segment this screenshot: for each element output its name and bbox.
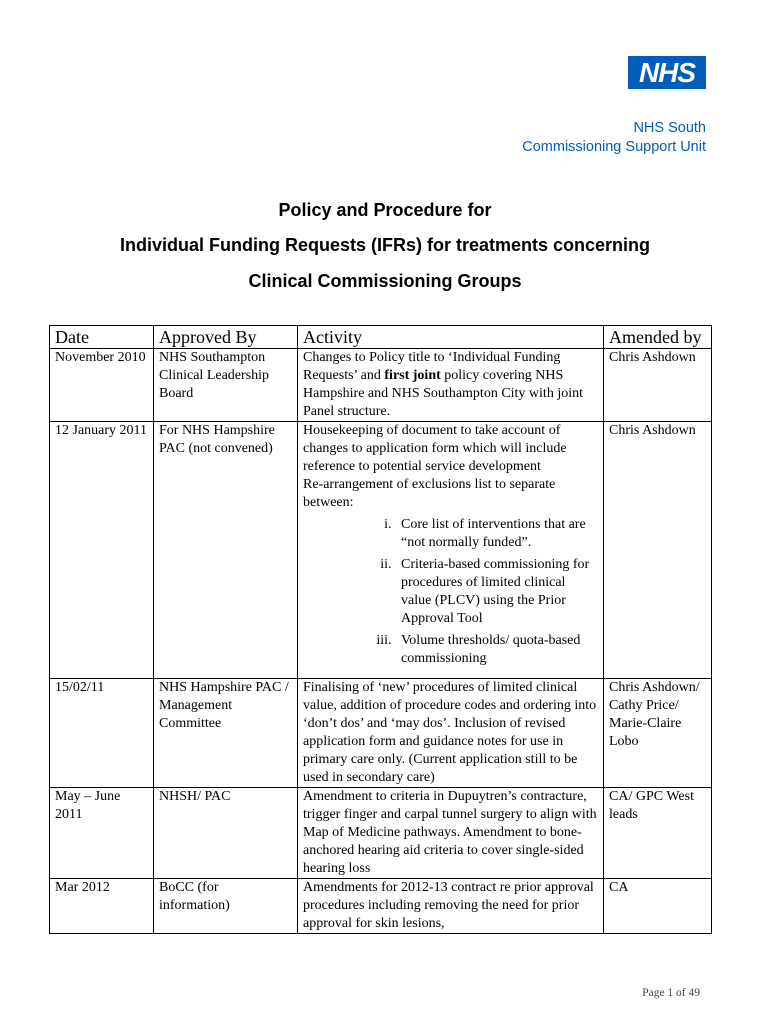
header-approved-by: Approved By <box>154 326 298 349</box>
cell-activity: Amendments for 2012-13 contract re prior approval procedures including removing the need for prior approval for skin lesions, <box>298 879 604 934</box>
cell-date: 15/02/11 <box>50 679 154 788</box>
table-row <box>50 679 712 788</box>
activity-text: Re-arrangement of exclusions list to separate between: <box>303 477 556 510</box>
cell-amended-by: CA/ GPC West leads <box>604 788 712 879</box>
activity-text: Housekeeping of document to take account of changes to application form which will include reference to potential service development <box>303 423 567 474</box>
cell-amended-by: Chris Ashdown <box>604 422 712 679</box>
nhs-logo: NHS <box>628 56 706 89</box>
table-header-row <box>50 326 712 349</box>
cell-activity: Amendment to criteria in Dupuytren’s contracture, trigger finger and carpal tunnel surgery to align with Map of Medicine pathways. Amendment to bone-anchored hearing aid criteria to cover single-sided hearing loss <box>298 788 604 879</box>
cell-date: May – June 2011 <box>50 788 154 879</box>
document-title-line-3: Clinical Commissioning Groups <box>248 271 522 291</box>
cell-amended-by: CA <box>604 879 712 934</box>
document-title-line-1: Policy and Procedure for <box>278 200 492 220</box>
exclusions-list <box>303 516 598 668</box>
cell-activity: Finalising of ‘new’ procedures of limited clinical value, addition of procedure codes and ordering into ‘don’t dos’ and ‘may dos’. Inclusion of revised application form and guidance notes for use in primary care only. (Current application still to be used in secondary care) <box>298 679 604 788</box>
activity-text: Changes to Policy title to ‘Individual Funding Requests’ and <box>303 350 561 383</box>
cell-amended-by: Chris Ashdown <box>604 349 712 422</box>
header-activity: Activity <box>298 326 604 349</box>
cell-approved-by: For NHS Hampshire PAC (not convened) <box>154 422 298 679</box>
org-line-2: Commissioning Support Unit <box>522 139 706 155</box>
table-row <box>50 788 712 879</box>
org-line-1: NHS South <box>633 120 706 136</box>
cell-date: November 2010 <box>50 349 154 422</box>
cell-approved-by: BoCC (for information) <box>154 879 298 934</box>
cell-approved-by: NHS Southampton Clinical Leadership Board <box>154 349 298 422</box>
list-item: i. Core list of interventions that are “not normally funded”. <box>395 516 598 552</box>
cell-date: Mar 2012 <box>50 879 154 934</box>
list-item: iii. Volume thresholds/ quota-based commissioning <box>395 632 598 668</box>
table-row <box>50 879 712 934</box>
page-number: Page 1 of 49 <box>642 987 700 999</box>
table-row <box>50 422 712 679</box>
cell-approved-by: NHSH/ PAC <box>154 788 298 879</box>
header-date: Date <box>50 326 154 349</box>
table-row <box>50 349 712 422</box>
cell-date: 12 January 2011 <box>50 422 154 679</box>
cell-activity <box>298 422 604 679</box>
cell-amended-by: Chris Ashdown/ Cathy Price/ Marie-Claire Lobo <box>604 679 712 788</box>
header-amended-by: Amended by <box>604 326 712 349</box>
activity-text: policy covering NHS Hampshire and NHS Southampton City with joint Panel structure. <box>303 368 583 419</box>
activity-bold-text: first joint <box>384 368 441 383</box>
organisation-name <box>522 119 706 157</box>
list-item: ii. Criteria-based commissioning for procedures of limited clinical value (PLCV) using the Prior Approval Tool <box>395 556 598 628</box>
cell-approved-by: NHS Hampshire PAC / Management Committee <box>154 679 298 788</box>
document-title-line-2: Individual Funding Requests (IFRs) for treatments concerning <box>119 235 651 255</box>
cell-activity <box>298 349 604 422</box>
version-history-table <box>49 325 712 934</box>
